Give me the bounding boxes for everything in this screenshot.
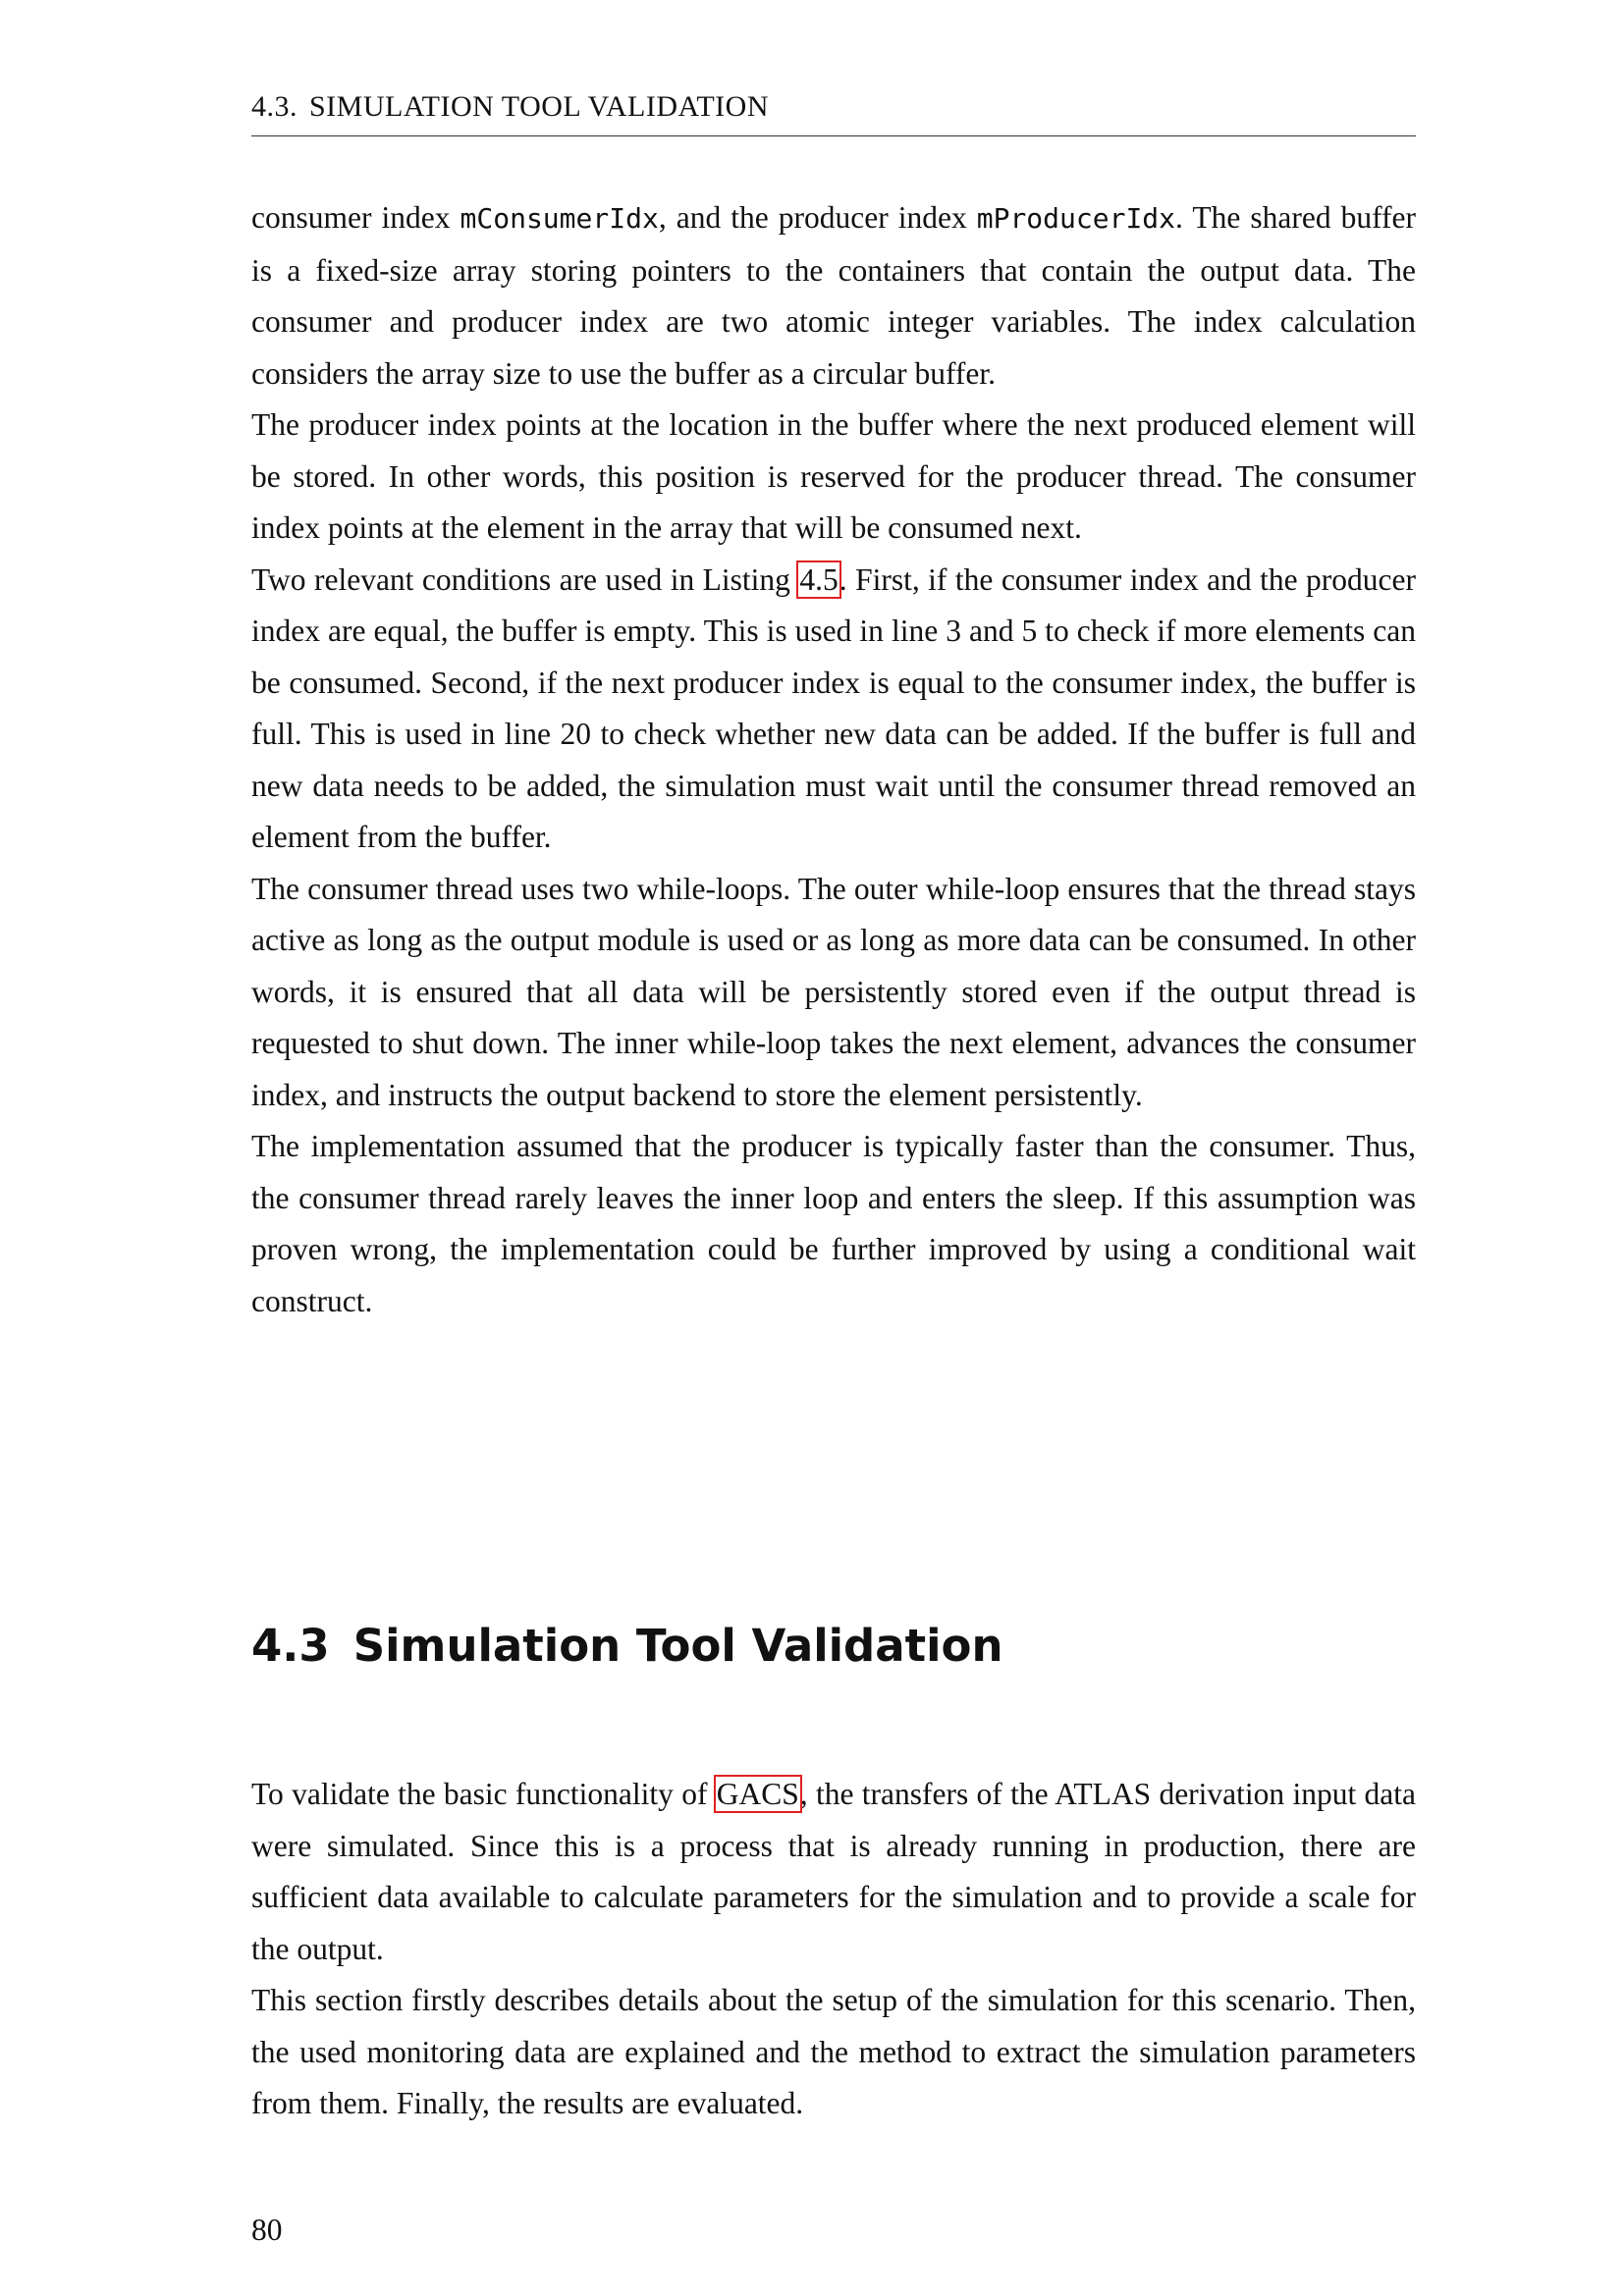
text-span: . First, if the consumer index and the producer index are equal, the buffer is empty. This is used in line 3 and 5 to check if more elements can be consumed. Second, if the next producer index is equal to the consumer index, the buffer is full. This is used in line 20 to check whether new data can be added. If the buffer is full and new data needs to be added, the simulation must wait until the consumer thread removed an element from the buffer.	[251, 561, 1416, 854]
paragraph-consumer-thread: The consumer thread uses two while-loops. The outer while-loop ensures that the thread stays active as long as the output module is used or as long as more data can be consumed. In other words, it is ensured that all data will be persistently stored even if the output thread is requested to shut down. The inner while-loop takes the next element, advances the consumer index, and instructs the output backend to store the element persistently.	[251, 871, 1416, 1112]
text-span: . The shared buffer is a fixed-size array storing pointers to the containers that contain the output data. The consumer and producer index are two atomic integer variables. The index calculation considers the array size to use the buffer as a circular buffer.	[251, 200, 1416, 391]
code-producer-idx: mProducerIdx	[976, 202, 1176, 235]
text-span: , and the producer index	[658, 200, 977, 235]
paragraph-producer-index: The producer index points at the location in the buffer where the next produced element will be stored. In other words, this position is reserved for the producer thread. The consumer index points at the element in the array that will be consumed next.	[251, 407, 1416, 545]
paragraph-validation-intro	[251, 1769, 1416, 1975]
code-consumer-idx: mConsumerIdx	[460, 202, 659, 235]
paragraph-section-outline: This section firstly describes details about the setup of the simulation for this scenario. Then, the used monitoring data are explained and the method to extract the simulation parameters from them. Finally, the results are evaluated.	[251, 1983, 1416, 2120]
header-chapter-number: 4.3.	[251, 90, 298, 123]
section-heading	[251, 1620, 1003, 1672]
running-header	[251, 90, 1416, 136]
body-text-bottom	[251, 1769, 1416, 2130]
paragraph-conditions	[251, 555, 1416, 864]
paragraph-implementation-assumption: The implementation assumed that the producer is typically faster than the consumer. Thus, the consumer thread rarely leaves the inner loop and enters the sleep. If this assumption was proven wrong, the implementation could be further improved by using a conditional wait construct.	[251, 1129, 1416, 1318]
section-title: Simulation Tool Validation	[352, 1620, 1003, 1672]
gacs-acronym-link[interactable]: GACS	[716, 1777, 799, 1811]
listing-ref-link[interactable]: 4.5	[799, 561, 839, 597]
body-text-top	[251, 192, 1416, 1327]
page-number: 80	[251, 2213, 283, 2247]
text-span: , the transfers of the ATLAS derivation input data were simulated. Since this is a process that is already running in production, there are sufficient data available to calculate parameters for the simulation and to provide a scale for the output.	[251, 1777, 1416, 1966]
paragraph-buffer-indices	[251, 192, 1416, 400]
text-span: Two relevant conditions are used in Listing	[251, 561, 799, 597]
section-number: 4.3	[251, 1620, 330, 1672]
text-span: To validate the basic functionality of	[251, 1777, 716, 1811]
text-span: consumer index	[251, 200, 460, 235]
header-title: SIMULATION TOOL VALIDATION	[309, 90, 769, 123]
